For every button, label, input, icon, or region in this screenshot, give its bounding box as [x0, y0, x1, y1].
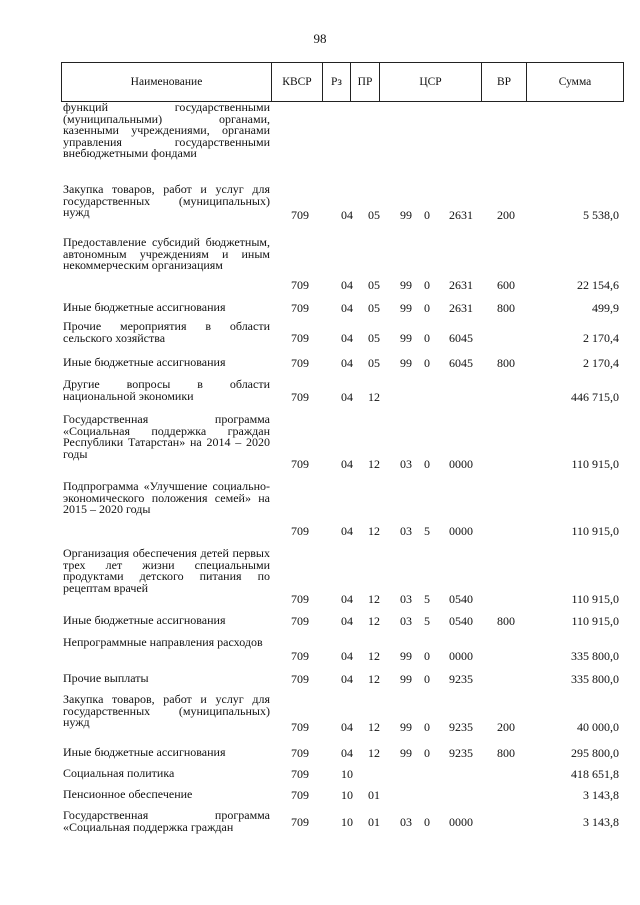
row-pr: 12 [368, 524, 380, 538]
row-sum: 418 651,8 [571, 767, 619, 781]
row-sum: 3 143,8 [583, 788, 619, 802]
row-vr: 200 [497, 208, 515, 222]
header-sum: Сумма [526, 63, 623, 101]
header-pr: ПР [350, 63, 379, 101]
row-rz: 04 [341, 331, 353, 345]
row-csr-program: 03 [400, 524, 412, 538]
row-csr-subprogram: 0 [424, 278, 430, 292]
table-row [61, 377, 624, 412]
row-kvsr: 709 [291, 672, 309, 686]
table-row [61, 635, 624, 672]
row-csr-direction: 9235 [449, 720, 473, 734]
row-csr-program: 99 [400, 672, 412, 686]
row-csr-direction: 2631 [449, 278, 473, 292]
row-name: Государственная программа «Социальная поддержка граждан [63, 808, 270, 834]
row-name: Закупка товаров, работ и услуг для государственных (муниципальных) нужд [63, 692, 270, 729]
row-kvsr: 709 [291, 788, 309, 802]
row-csr-program: 03 [400, 614, 412, 628]
row-rz: 04 [341, 720, 353, 734]
row-vr: 800 [497, 746, 515, 760]
row-pr: 01 [368, 788, 380, 802]
row-name: Государственная программа «Социальная поддержка граждан Республики Татарстан» на 2014 – 2020 годы [63, 412, 270, 461]
row-pr: 01 [368, 815, 380, 829]
row-rz: 04 [341, 649, 353, 663]
row-csr-program: 03 [400, 592, 412, 606]
budget-table [61, 102, 624, 848]
row-kvsr: 709 [291, 278, 309, 292]
table-row [61, 479, 624, 546]
page-number: 98 [313, 31, 327, 46]
row-sum: 40 000,0 [577, 720, 619, 734]
row-kvsr: 709 [291, 649, 309, 663]
row-sum: 295 800,0 [571, 746, 619, 760]
row-csr-subprogram: 0 [424, 208, 430, 222]
header-name: Наименование [130, 76, 203, 88]
row-sum: 2 170,4 [583, 331, 619, 345]
row-rz: 10 [341, 788, 353, 802]
row-kvsr: 709 [291, 356, 309, 370]
row-csr-direction: 0540 [449, 592, 473, 606]
row-csr-subprogram: 0 [424, 746, 430, 760]
row-pr: 12 [368, 720, 380, 734]
row-kvsr: 709 [291, 592, 309, 606]
row-pr: 12 [368, 592, 380, 606]
row-csr-direction: 0000 [449, 649, 473, 663]
row-rz: 04 [341, 278, 353, 292]
row-csr-direction: 0000 [449, 815, 473, 829]
row-csr-subprogram: 0 [424, 356, 430, 370]
row-rz: 10 [341, 815, 353, 829]
table-row [61, 182, 624, 235]
row-sum: 335 800,0 [571, 649, 619, 663]
row-kvsr: 709 [291, 815, 309, 829]
row-rz: 10 [341, 767, 353, 781]
row-rz: 04 [341, 614, 353, 628]
row-rz: 04 [341, 390, 353, 404]
row-csr-program: 99 [400, 331, 412, 345]
row-name: Иные бюджетные ассигнования [63, 613, 226, 627]
row-sum: 499,9 [592, 301, 619, 315]
row-pr: 12 [368, 672, 380, 686]
header-vr: ВР [481, 63, 526, 101]
table-row [61, 412, 624, 479]
row-pr: 05 [368, 301, 380, 315]
header-csr: ЦСР [379, 63, 481, 101]
row-sum: 335 800,0 [571, 672, 619, 686]
row-csr-direction: 0000 [449, 457, 473, 471]
row-pr: 05 [368, 278, 380, 292]
row-kvsr: 709 [291, 720, 309, 734]
row-csr-direction: 9235 [449, 746, 473, 760]
row-kvsr: 709 [291, 331, 309, 345]
row-sum: 2 170,4 [583, 356, 619, 370]
row-kvsr: 709 [291, 746, 309, 760]
table-row [61, 767, 624, 788]
row-rz: 04 [341, 208, 353, 222]
row-csr-subprogram: 5 [424, 592, 430, 606]
row-name: Организация обеспечения детей первых трех лет жизни специальными продуктами детского питания по рецептам врачей [63, 546, 270, 595]
row-csr-program: 99 [400, 208, 412, 222]
row-csr-subprogram: 0 [424, 457, 430, 471]
row-kvsr: 709 [291, 301, 309, 315]
row-pr: 12 [368, 457, 380, 471]
row-rz: 04 [341, 301, 353, 315]
table-row [61, 692, 624, 746]
row-csr-subprogram: 0 [424, 815, 430, 829]
table-row [61, 235, 624, 300]
row-kvsr: 709 [291, 767, 309, 781]
row-sum: 110 915,0 [571, 614, 619, 628]
row-csr-direction: 0540 [449, 614, 473, 628]
row-rz: 04 [341, 457, 353, 471]
table-header [61, 62, 624, 102]
row-kvsr: 709 [291, 614, 309, 628]
header-rz: Рз [322, 63, 350, 101]
row-sum: 446 715,0 [571, 390, 619, 404]
row-name: Иные бюджетные ассигнования [63, 300, 226, 314]
row-csr-subprogram: 5 [424, 614, 430, 628]
row-csr-direction: 2631 [449, 301, 473, 315]
row-pr: 12 [368, 746, 380, 760]
row-rz: 04 [341, 524, 353, 538]
row-sum: 5 538,0 [583, 208, 619, 222]
row-vr: 800 [497, 356, 515, 370]
row-sum: 110 915,0 [571, 457, 619, 471]
row-name: Прочие выплаты [63, 671, 149, 685]
row-pr: 05 [368, 208, 380, 222]
row-sum: 22 154,6 [577, 278, 619, 292]
row-csr-program: 99 [400, 278, 412, 292]
row-csr-subprogram: 0 [424, 649, 430, 663]
row-csr-direction: 0000 [449, 524, 473, 538]
row-name: Иные бюджетные ассигнования [63, 355, 226, 369]
row-pr: 05 [368, 356, 380, 370]
row-csr-program: 99 [400, 720, 412, 734]
row-kvsr: 709 [291, 208, 309, 222]
table-row [61, 614, 624, 635]
row-rz: 04 [341, 356, 353, 370]
row-name: функций государственными (муниципальными) органами, казенными учреждениями, органами управления государственными внебюджетными фондами [63, 100, 270, 160]
row-vr: 200 [497, 720, 515, 734]
row-csr-subprogram: 0 [424, 720, 430, 734]
table-row [61, 300, 624, 320]
row-kvsr: 709 [291, 457, 309, 471]
table-row [61, 672, 624, 692]
table-row [61, 788, 624, 808]
row-rz: 04 [341, 672, 353, 686]
row-vr: 800 [497, 614, 515, 628]
row-pr: 12 [368, 390, 380, 404]
row-kvsr: 709 [291, 524, 309, 538]
row-csr-subprogram: 0 [424, 672, 430, 686]
row-vr: 600 [497, 278, 515, 292]
row-name: Пенсионное обеспечение [63, 787, 193, 801]
table-row [61, 356, 624, 377]
row-name: Социальная политика [63, 766, 175, 780]
row-pr: 05 [368, 331, 380, 345]
row-name: Другие вопросы в области национальной экономики [63, 377, 270, 403]
table-row [61, 746, 624, 767]
row-csr-direction: 2631 [449, 208, 473, 222]
row-csr-subprogram: 0 [424, 331, 430, 345]
row-csr-subprogram: 0 [424, 301, 430, 315]
row-sum: 3 143,8 [583, 815, 619, 829]
row-rz: 04 [341, 592, 353, 606]
row-name: Прочие мероприятия в области сельского хозяйства [63, 319, 270, 345]
header-kvsr: КВСР [271, 63, 322, 101]
row-name: Предоставление субсидий бюджетным, автономным учреждениям и иным некоммерческим организациям [63, 235, 270, 272]
row-sum: 110 915,0 [571, 592, 619, 606]
row-csr-subprogram: 5 [424, 524, 430, 538]
row-name: Закупка товаров, работ и услуг для государственных (муниципальных) нужд [63, 182, 270, 219]
row-name: Иные бюджетные ассигнования [63, 745, 226, 759]
row-csr-direction: 6045 [449, 356, 473, 370]
row-csr-program: 99 [400, 301, 412, 315]
row-csr-program: 99 [400, 649, 412, 663]
row-kvsr: 709 [291, 390, 309, 404]
row-pr: 12 [368, 649, 380, 663]
row-csr-direction: 9235 [449, 672, 473, 686]
row-csr-program: 99 [400, 356, 412, 370]
row-csr-program: 99 [400, 746, 412, 760]
row-csr-program: 03 [400, 457, 412, 471]
table-row [61, 320, 624, 356]
row-sum: 110 915,0 [571, 524, 619, 538]
row-csr-program: 03 [400, 815, 412, 829]
row-vr: 800 [497, 301, 515, 315]
row-name: Подпрограмма «Улучшение социально-экономического положения семей» на 2015 – 2020 годы [63, 479, 270, 516]
table-row [61, 102, 624, 182]
table-row [61, 546, 624, 614]
row-csr-direction: 6045 [449, 331, 473, 345]
row-pr: 12 [368, 614, 380, 628]
row-rz: 04 [341, 746, 353, 760]
table-row [61, 808, 624, 848]
row-name: Непрограммные направления расходов [63, 635, 263, 649]
